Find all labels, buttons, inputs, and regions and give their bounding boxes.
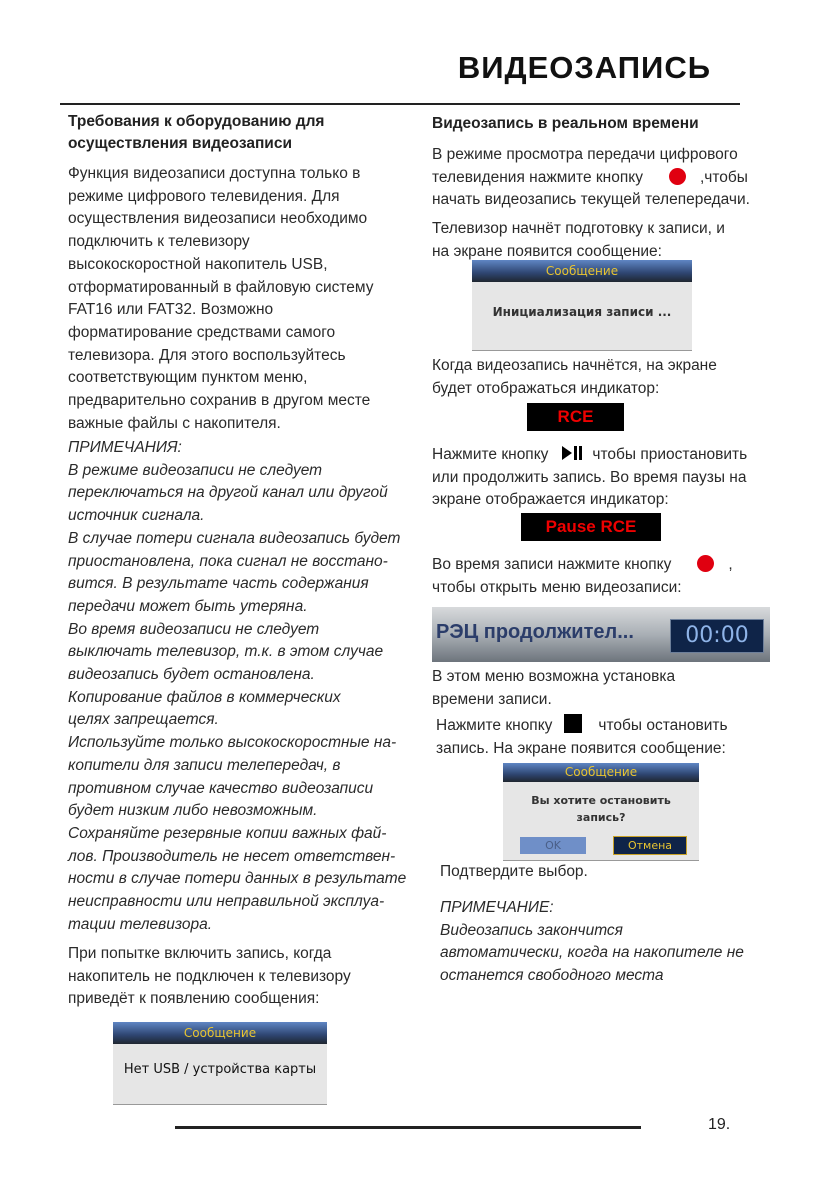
play-pause-icon bbox=[562, 446, 582, 460]
notes-text: ПРИМЕЧАНИЯ: В режиме видеозаписи не следует переключаться на другой канал или другой источник сигнала. В случае потери сигнала видеозапись будет приостановлена, пока сигнал не восстано- вится. В результате часть содержания передачи может быть утеряна. Во время видеозаписи не следует выключать телевизор, т.к. в этом случае видеозапись будет остановлена. Копирование файлов в коммерческих целях запрещается. Используйте только высокоскоростные на- копители для записи телепередач, в противном случае качество видеозаписи будет низким либо невозможным. Сохраняйте резервные копии важных фай- лов. Производитель не несет ответствен- ности в случае потери данных в результате неисправности или неправильной эксплуа- тации телевизора. bbox=[68, 439, 407, 933]
duration-time: 00:00 bbox=[670, 619, 764, 653]
pause-text: Нажмите кнопку чтобы приостановить или продолжить запись. Во время паузы на экране отображается индикатор: bbox=[432, 446, 748, 509]
duration-bar bbox=[432, 607, 770, 662]
requirements-text: Функция видеозаписи доступна только в режиме цифрового телевидения. Для осуществления видеозаписи необходимо подключить к телевизору высокоскоростной накопитель USB, отформатированный в файловую систему FAT16 или FAT32. Возможно форматирование средствами самого телевизора. Для этого воспользуйтесь соответствующим пунктом меню, предварительно сохранив в другом месте важные файлы с накопителя. bbox=[68, 165, 374, 432]
stop-text: Нажмите кнопку чтобы остановить запись. На экране появится сообщение: bbox=[436, 714, 728, 760]
footer-rule bbox=[175, 1126, 641, 1129]
rce-indicator: RCE bbox=[527, 403, 624, 431]
time-setting-text: В этом меню возможна установка времени записи. bbox=[432, 668, 676, 708]
dialog-title: Сообщение bbox=[113, 1022, 327, 1044]
prep-text: Телевизор начнёт подготовку к записи, и на экране появится сообщение: bbox=[432, 220, 725, 260]
dialog-message: Нет USB / устройства карты bbox=[123, 1062, 317, 1077]
right-heading: Видеозапись в реальном времени bbox=[432, 115, 699, 132]
indicator-text: Когда видеозапись начнётся, на экране будет отображаться индикатор: bbox=[432, 357, 717, 397]
cancel-button[interactable]: Отмена bbox=[613, 836, 687, 855]
note-text: ПРИМЕЧАНИЕ: Видеозапись закончится автоматически, когда на накопителе не останется свободного места bbox=[440, 899, 744, 985]
start-record-text: В режиме просмотра передачи цифрового телевидения нажмите кнопку ,чтобы начать видеозапись текущей телепередачи. bbox=[432, 146, 750, 209]
dialog-title: Сообщение bbox=[503, 763, 699, 782]
duration-label: РЭЦ продолжител... bbox=[436, 621, 634, 643]
dialog-message: Инициализация записи ... bbox=[492, 305, 672, 319]
menu-text: Во время записи нажмите кнопку , чтобы открыть меню видеозаписи: bbox=[432, 556, 733, 596]
ok-button[interactable]: OK bbox=[520, 837, 586, 854]
no-usb-dialog bbox=[113, 1022, 327, 1104]
dialog-title: Сообщение bbox=[472, 260, 692, 282]
stop-dialog bbox=[503, 763, 699, 860]
stop-button-icon bbox=[564, 714, 582, 733]
page-title: ВИДЕОЗАПИСЬ bbox=[457, 50, 711, 85]
record-button-icon bbox=[669, 168, 686, 185]
header-rule bbox=[60, 103, 740, 105]
pause-rce-indicator: Pause RCE bbox=[521, 513, 661, 541]
page-number: 19. bbox=[708, 1116, 731, 1133]
record-button-icon bbox=[697, 555, 714, 572]
no-usb-text: При попытке включить запись, когда накопитель не подключен к телевизору приведёт к появлению сообщения: bbox=[68, 945, 351, 1008]
left-heading: Требования к оборудованию для осуществления видеозаписи bbox=[68, 113, 325, 152]
dialog-message: Вы хотите остановить запись? bbox=[531, 794, 671, 824]
confirm-text: Подтвердите выбор. bbox=[440, 863, 588, 880]
init-dialog bbox=[472, 260, 692, 350]
